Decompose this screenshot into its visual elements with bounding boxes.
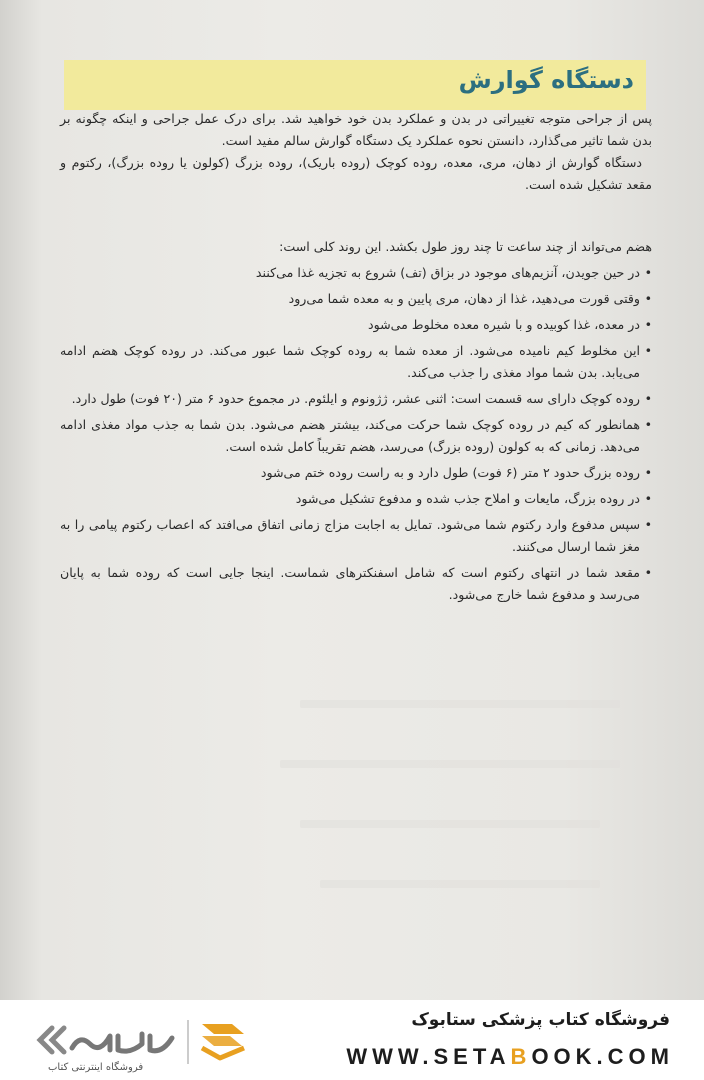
process-intro: هضم می‌تواند از چند ساعت تا چند روز طول بکشد. این روند کلی است: <box>279 239 652 254</box>
bleed-through-shape <box>300 700 620 708</box>
list-item: • در حین جویدن، آنزیم‌های موجود در بزاق (تف) شروع به تجزیه غذا می‌کنند <box>60 262 652 284</box>
list-item: • مقعد شما در انتهای رکتوم است که شامل اسفنکترهای شماست. اینجا جایی است که روده شما به پایان می‌رسد و مدفوع شما خارج می‌شود. <box>60 562 652 606</box>
bleed-through-shape <box>280 760 620 768</box>
setabook-logo-icon <box>30 1014 270 1068</box>
shop-footer-banner <box>0 1000 704 1080</box>
shop-name: فروشگاه کتاب پزشکی ستابوک <box>411 1010 670 1030</box>
page-title: دستگاه گوارش <box>458 66 634 94</box>
url-accent-letter: B <box>510 1044 532 1069</box>
setabook-logo[interactable] <box>30 1014 270 1068</box>
list-item: • سپس مدفوع وارد رکتوم شما می‌شود. تمایل به اجابت مزاج زمانی اتفاق می‌افتد که اعصاب رکتوم پیامی را به مغز شما ارسال می‌کنند. <box>60 514 652 558</box>
list-item: • در روده بزرگ، مایعات و املاح جذب شده و مدفوع تشکیل می‌شود <box>60 488 652 510</box>
bleed-through-shape <box>320 880 600 888</box>
intro-paragraph: دستگاه گوارش از دهان، مری، معده، روده کوچک (روده باریک)، روده بزرگ (کولون یا روده بزرگ)، رکتوم و مقعد تشکیل شده است. <box>60 155 652 192</box>
list-item: • این مخلوط کیم نامیده می‌شود. از معده شما به روده کوچک شما عبور می‌کند. در روده کوچک هضم ادامه می‌یابد. بدن شما مواد مغذی را جذب می‌کند. <box>60 340 652 384</box>
list-item: • همانطور که کیم در روده کوچک شما حرکت می‌کند، بیشتر هضم می‌شود. بدن شما به جذب مواد مغذی ادامه می‌دهد. زمانی که به کولون (روده بزرگ) می‌رسد، هضم تقریباً کامل شده است. <box>60 414 652 458</box>
digestion-steps-list <box>60 262 652 606</box>
list-item: • وقتی قورت می‌دهید، غذا از دهان، مری پایین و به معده شما می‌رود <box>60 288 652 310</box>
intro-paragraph: پس از جراحی متوجه تغییراتی در بدن و عملکرد بدن خود خواهید شد. برای درک عمل جراحی و اینکه چگونه بر بدن شما تاثیر می‌گذارد، دانستن نحوه عملکرد یک دستگاه گوارش سالم مفید است. <box>60 111 652 148</box>
list-item: • روده کوچک دارای سه قسمت است: اثنی عشر، ژژونوم و ایلئوم. در مجموع حدود ۶ متر (۲۰ فوت) طول دارد. <box>60 388 652 410</box>
logo-tagline: فروشگاه اینترنتی کتاب <box>48 1062 144 1073</box>
url-prefix: WWW.SETA <box>346 1044 511 1069</box>
shop-url-link[interactable] <box>346 1044 674 1070</box>
bleed-through-shape <box>300 820 600 828</box>
url-suffix: OOK.COM <box>531 1044 674 1069</box>
list-item: • روده بزرگ حدود ۲ متر (۶ فوت) طول دارد و به راست روده ختم می‌شود <box>60 462 652 484</box>
page-body <box>60 108 652 606</box>
list-item: • در معده، غذا کوبیده و با شیره معده مخلوط می‌شود <box>60 314 652 336</box>
